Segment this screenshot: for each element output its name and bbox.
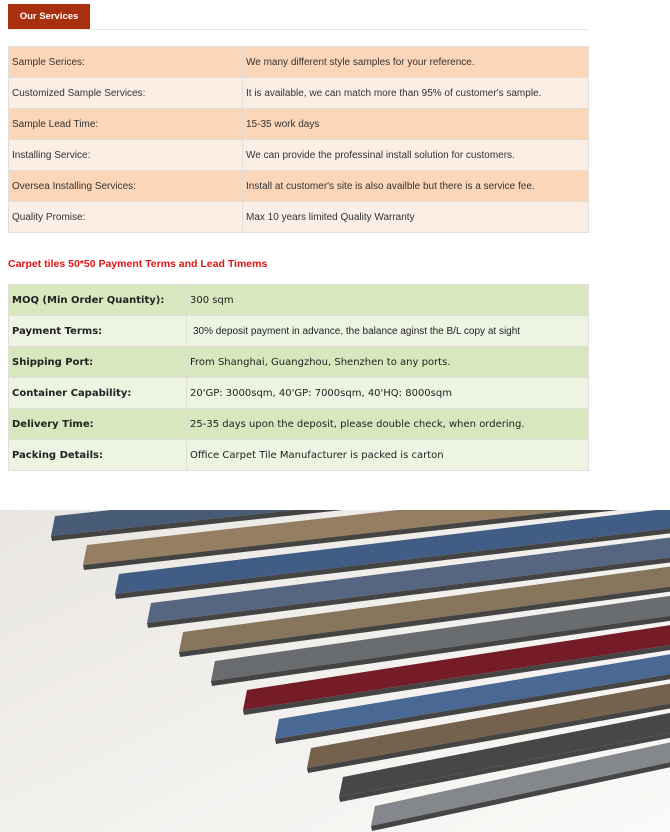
service-key: Quality Promise: — [9, 202, 243, 233]
carpet-tiles-photo — [0, 510, 670, 832]
service-key: Oversea Installing Services: — [9, 171, 243, 202]
table-row — [9, 440, 589, 471]
term-key: Payment Terms: — [9, 316, 187, 347]
term-value: Office Carpet Tile Manufacturer is packed is carton — [187, 440, 589, 471]
table-row — [9, 47, 589, 78]
table-row — [9, 285, 589, 316]
table-row — [9, 171, 589, 202]
term-value: From Shanghai, Guangzhou, Shenzhen to any ports. — [187, 347, 589, 378]
service-value: 15-35 work days — [243, 109, 589, 140]
section-tab-bar — [8, 4, 588, 30]
terms-heading: Carpet tiles 50*50 Payment Terms and Lead Timems — [8, 258, 268, 270]
term-key: Delivery Time: — [9, 409, 187, 440]
carpet-tiles-illustration — [0, 510, 670, 832]
service-value: Max 10 years limited Quality Warranty — [243, 202, 589, 233]
table-row — [9, 378, 589, 409]
term-value: 300 sqm — [187, 285, 589, 316]
payment-terms-table — [8, 284, 589, 471]
table-row — [9, 347, 589, 378]
service-value: It is available, we can match more than 95% of customer's sample. — [243, 78, 589, 109]
service-key: Sample Serices: — [9, 47, 243, 78]
service-key: Installing Service: — [9, 140, 243, 171]
services-table — [8, 46, 589, 233]
our-services-tab[interactable]: Our Services — [8, 4, 90, 29]
term-value: 20'GP: 3000sqm, 40'GP: 7000sqm, 40'HQ: 8000sqm — [187, 378, 589, 409]
term-key: Container Capability: — [9, 378, 187, 409]
term-key: MOQ (Min Order Quantity): — [9, 285, 187, 316]
term-key: Packing Details: — [9, 440, 187, 471]
table-row — [9, 409, 589, 440]
table-row — [9, 140, 589, 171]
service-value: We many different style samples for your reference. — [243, 47, 589, 78]
service-value: We can provide the professinal install solution for customers. — [243, 140, 589, 171]
service-key: Customized Sample Services: — [9, 78, 243, 109]
term-value: 30% deposit payment in advance, the balance aginst the B/L copy at sight — [187, 316, 589, 347]
service-value: Install at customer's site is also availble but there is a service fee. — [243, 171, 589, 202]
table-row — [9, 202, 589, 233]
term-key: Shipping Port: — [9, 347, 187, 378]
table-row — [9, 109, 589, 140]
term-value: 25-35 days upon the deposit, please double check, when ordering. — [187, 409, 589, 440]
table-row — [9, 316, 589, 347]
service-key: Sample Lead Time: — [9, 109, 243, 140]
table-row — [9, 78, 589, 109]
